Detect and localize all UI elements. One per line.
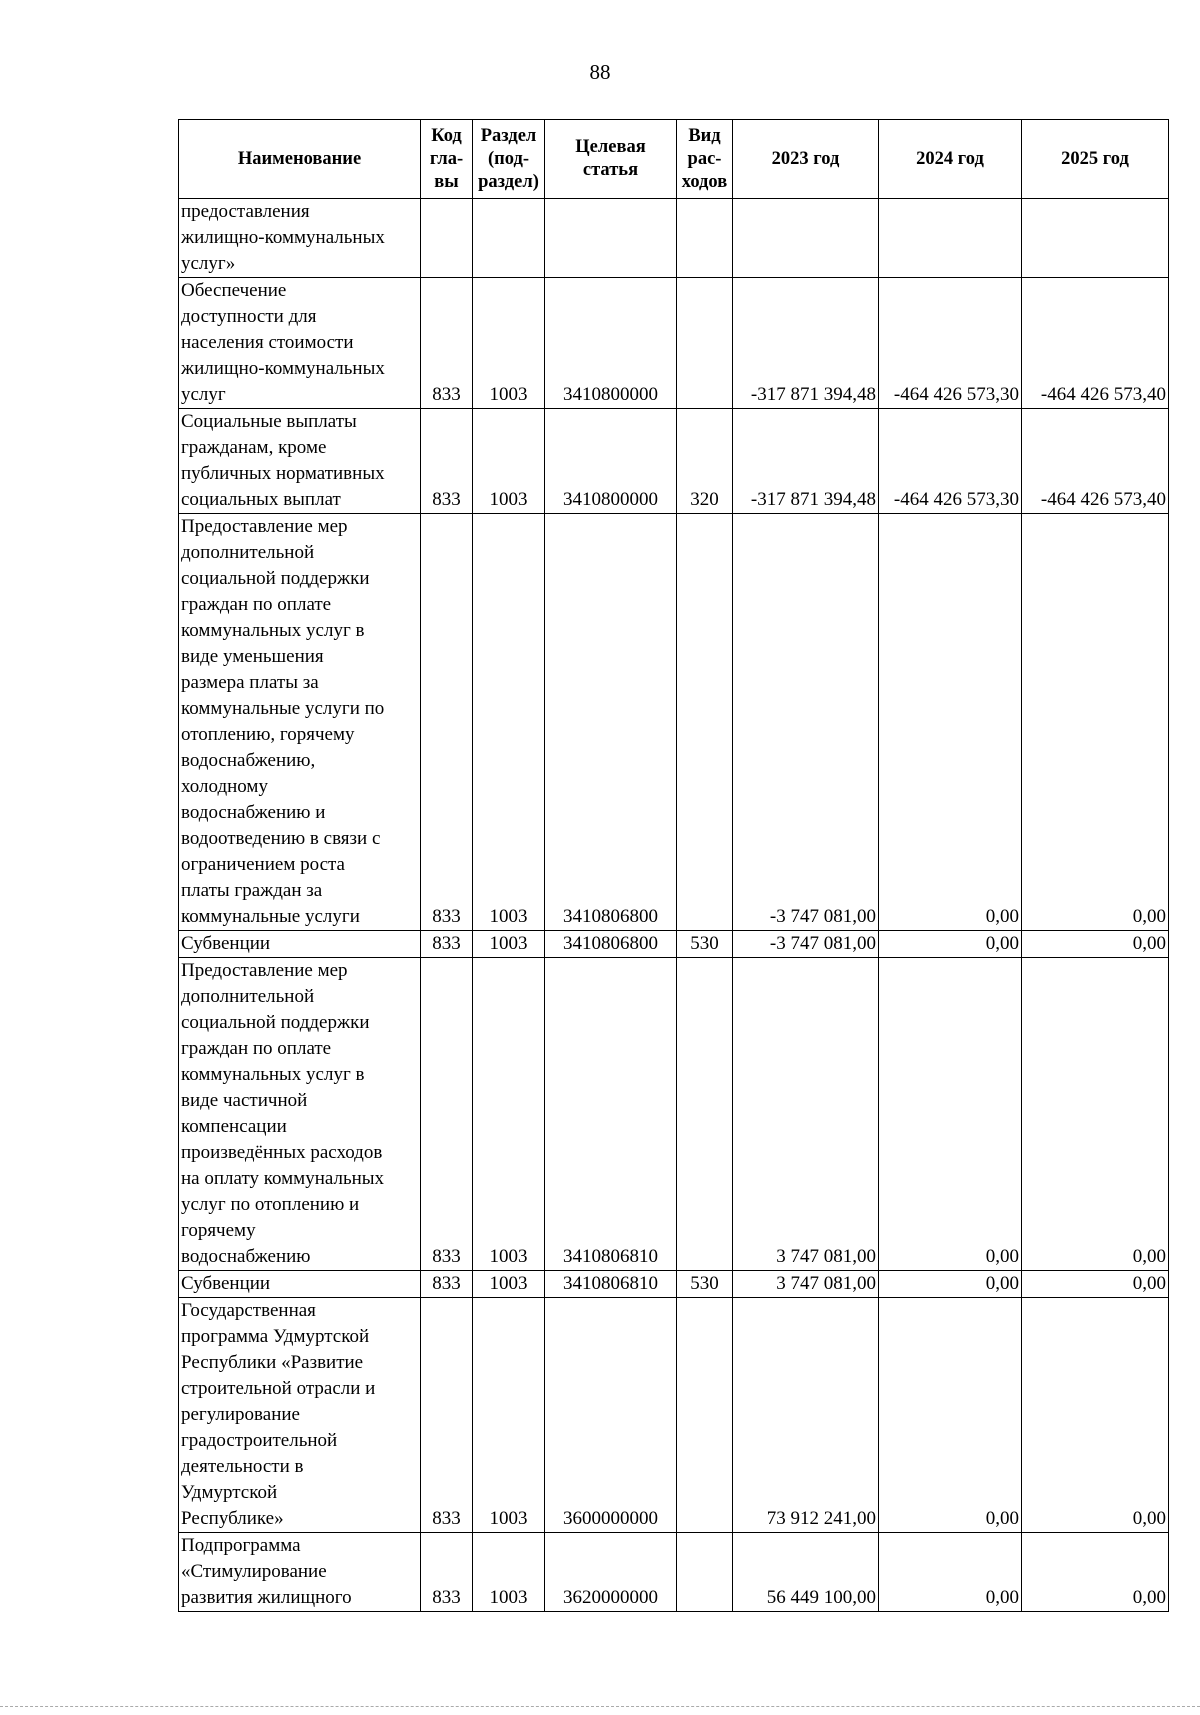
header-chapter-code-line: Код — [431, 125, 462, 146]
amount-2023-cell: 3 747 081,00 — [733, 1271, 879, 1298]
table-row — [179, 931, 1169, 958]
table-row — [179, 1298, 1169, 1533]
row-name-line: социальной поддержки — [181, 1012, 370, 1033]
amount-2025-cell: 0,00 — [1022, 1271, 1169, 1298]
row-name-line: строительной отрасли и — [181, 1378, 376, 1399]
amount-2025-cell: -464 426 573,40 — [1022, 409, 1169, 514]
row-name-line: водоснабжению и — [181, 802, 326, 823]
row-name-line: коммунальных услуг в — [181, 620, 365, 641]
chapter-code-cell: 833 — [421, 1298, 473, 1533]
row-name-line: дополнительной — [181, 542, 315, 563]
chapter-code-cell: 833 — [421, 514, 473, 931]
expense-type-cell: 530 — [677, 1271, 733, 1298]
row-name-line: произведённых расходов — [181, 1142, 383, 1163]
table-row — [179, 199, 1169, 278]
row-name-line: развития жилищного — [181, 1587, 352, 1608]
row-name-line: Предоставление мер — [181, 960, 348, 981]
chapter-code-cell: 833 — [421, 409, 473, 514]
page-number: 88 — [589, 60, 611, 84]
row-name-line: жилищно-коммунальных — [181, 358, 385, 379]
section-cell: 1003 — [473, 1271, 545, 1298]
header-expense-type — [677, 120, 733, 199]
page-bottom-edge — [0, 1706, 1200, 1709]
table-row — [179, 1533, 1169, 1612]
amount-2025-cell: 0,00 — [1022, 1298, 1169, 1533]
row-name-line: услуг — [181, 384, 226, 405]
amount-2024-cell: 0,00 — [879, 958, 1022, 1271]
row-name-line: дополнительной — [181, 986, 315, 1007]
row-name-line: Республики «Развитие — [181, 1352, 364, 1373]
table-row — [179, 958, 1169, 1271]
chapter-code-cell: 833 — [421, 931, 473, 958]
header-section-line: (под- — [487, 148, 530, 169]
row-name-line: коммунальные услуги по — [181, 698, 385, 719]
expense-type-cell — [677, 199, 733, 278]
section-cell: 1003 — [473, 1298, 545, 1533]
table-body — [179, 199, 1169, 1612]
row-name-line: доступности для — [181, 306, 317, 327]
row-name-line: водоснабжению, — [181, 750, 316, 771]
row-name-line: горячему — [181, 1220, 256, 1241]
row-name-line: на оплату коммунальных — [181, 1168, 385, 1189]
row-name-line: Государственная — [181, 1300, 316, 1321]
amount-2024-cell: 0,00 — [879, 931, 1022, 958]
amount-2024-cell: 0,00 — [879, 1298, 1022, 1533]
header-chapter-code — [421, 120, 473, 199]
expense-type-cell — [677, 1298, 733, 1533]
row-name-line: платы граждан за — [181, 880, 323, 901]
section-cell: 1003 — [473, 958, 545, 1271]
row-name-line: Удмуртской — [181, 1482, 278, 1503]
header-expense-type-line: ходов — [681, 171, 728, 192]
header-name: Наименование — [179, 120, 421, 199]
row-name-line: программа Удмуртской — [181, 1326, 370, 1347]
expense-type-cell: 530 — [677, 931, 733, 958]
amount-2025-cell: 0,00 — [1022, 931, 1169, 958]
chapter-code-cell: 833 — [421, 958, 473, 1271]
target-article-cell: 3410806810 — [545, 1271, 677, 1298]
target-article-cell: 3410806810 — [545, 958, 677, 1271]
header-target-article-line: Целевая — [575, 137, 646, 157]
amount-2024-cell: 0,00 — [879, 1533, 1022, 1612]
row-name-line: предоставления — [181, 201, 310, 222]
header-year-2023: 2023 год — [733, 120, 879, 199]
expense-type-cell — [677, 514, 733, 931]
row-name-line: социальной поддержки — [181, 568, 370, 589]
amount-2023-cell: 3 747 081,00 — [733, 958, 879, 1271]
row-name-line: Обеспечение — [181, 280, 287, 301]
row-name-line: услуг» — [181, 253, 236, 274]
row-name-line: размера платы за — [181, 672, 319, 693]
section-cell: 1003 — [473, 514, 545, 931]
chapter-code-cell: 833 — [421, 278, 473, 409]
row-name-cell — [179, 278, 421, 409]
row-name-line: водоотведению в связи с — [181, 828, 381, 849]
section-cell: 1003 — [473, 278, 545, 409]
amount-2024-cell: -464 426 573,30 — [879, 409, 1022, 514]
row-name-line: населения стоимости — [181, 332, 354, 353]
row-name-cell — [179, 514, 421, 931]
row-name-line: холодному — [181, 776, 268, 797]
amount-2025-cell: 0,00 — [1022, 958, 1169, 1271]
amount-2023-cell: -3 747 081,00 — [733, 514, 879, 931]
row-name-line: коммунальные услуги — [181, 906, 360, 927]
header-target-article — [545, 120, 677, 199]
chapter-code-cell: 833 — [421, 1533, 473, 1612]
amount-2023-cell: -317 871 394,48 — [733, 278, 879, 409]
row-name-line: Подпрограмма — [181, 1535, 301, 1556]
row-name-line: коммунальных услуг в — [181, 1064, 365, 1085]
chapter-code-cell — [421, 199, 473, 278]
target-article-cell: 3620000000 — [545, 1533, 677, 1612]
row-name-line: компенсации — [181, 1116, 287, 1137]
row-name-line: Республике» — [181, 1508, 284, 1529]
row-name-cell — [179, 199, 421, 278]
table-row — [179, 1271, 1169, 1298]
expense-type-cell — [677, 1533, 733, 1612]
header-year-2025: 2025 год — [1022, 120, 1169, 199]
row-name-cell — [179, 1533, 421, 1612]
amount-2023-cell: 56 449 100,00 — [733, 1533, 879, 1612]
header-chapter-code-line: гла- — [429, 148, 464, 169]
table-row — [179, 278, 1169, 409]
row-name-line: Предоставление мер — [181, 516, 348, 537]
amount-2023-cell — [733, 199, 879, 278]
budget-table — [178, 119, 1169, 1612]
header-expense-type-line: Вид — [688, 125, 721, 146]
table-row — [179, 514, 1169, 931]
target-article-cell: 3410806800 — [545, 514, 677, 931]
row-name-line: услуг по отоплению и — [181, 1194, 360, 1215]
amount-2023-cell: -3 747 081,00 — [733, 931, 879, 958]
target-article-cell — [545, 199, 677, 278]
amount-2024-cell: -464 426 573,30 — [879, 278, 1022, 409]
target-article-cell: 3410800000 — [545, 409, 677, 514]
row-name-line: Субвенции — [181, 933, 271, 954]
amount-2024-cell: 0,00 — [879, 514, 1022, 931]
amount-2025-cell: -464 426 573,40 — [1022, 278, 1169, 409]
row-name-line: градостроительной — [181, 1430, 338, 1451]
amount-2025-cell — [1022, 199, 1169, 278]
header-row — [179, 120, 1169, 199]
row-name-line: «Стимулирование — [181, 1561, 327, 1582]
section-cell: 1003 — [473, 409, 545, 514]
table-row — [179, 409, 1169, 514]
header-target-article-line: статья — [582, 160, 639, 180]
section-cell — [473, 199, 545, 278]
header-section-line: Раздел — [480, 125, 537, 146]
row-name-cell — [179, 409, 421, 514]
row-name-line: регулирование — [181, 1404, 300, 1425]
expense-type-cell — [677, 958, 733, 1271]
section-cell: 1003 — [473, 1533, 545, 1612]
header-expense-type-line: рас- — [687, 148, 722, 169]
row-name-line: жилищно-коммунальных — [181, 227, 385, 248]
row-name-line: виде уменьшения — [181, 646, 324, 667]
row-name-cell — [179, 1298, 421, 1533]
expense-type-cell — [677, 278, 733, 409]
amount-2024-cell: 0,00 — [879, 1271, 1022, 1298]
row-name-line: Социальные выплаты — [181, 411, 357, 432]
row-name-line: социальных выплат — [181, 489, 341, 510]
target-article-cell: 3600000000 — [545, 1298, 677, 1533]
row-name-line: ограничением роста — [181, 854, 345, 875]
header-year-2024: 2024 год — [879, 120, 1022, 199]
amount-2025-cell: 0,00 — [1022, 514, 1169, 931]
target-article-cell: 3410806800 — [545, 931, 677, 958]
row-name-line: публичных нормативных — [181, 463, 385, 484]
header-chapter-code-line: вы — [434, 171, 459, 192]
header-section-line: раздел) — [478, 171, 539, 192]
row-name-cell — [179, 1271, 421, 1298]
amount-2023-cell: 73 912 241,00 — [733, 1298, 879, 1533]
header-section — [473, 120, 545, 199]
row-name-line: деятельности в — [181, 1456, 304, 1477]
row-name-line: Субвенции — [181, 1273, 271, 1294]
expense-type-cell: 320 — [677, 409, 733, 514]
amount-2023-cell: -317 871 394,48 — [733, 409, 879, 514]
row-name-cell — [179, 931, 421, 958]
target-article-cell: 3410800000 — [545, 278, 677, 409]
row-name-line: граждан по оплате — [181, 1038, 332, 1059]
row-name-line: водоснабжению — [181, 1246, 311, 1267]
row-name-line: отоплению, горячему — [181, 724, 355, 745]
section-cell: 1003 — [473, 931, 545, 958]
amount-2024-cell — [879, 199, 1022, 278]
row-name-line: граждан по оплате — [181, 594, 332, 615]
amount-2025-cell: 0,00 — [1022, 1533, 1169, 1612]
row-name-cell — [179, 958, 421, 1271]
row-name-line: гражданам, кроме — [181, 437, 327, 458]
chapter-code-cell: 833 — [421, 1271, 473, 1298]
row-name-line: виде частичной — [181, 1090, 308, 1111]
